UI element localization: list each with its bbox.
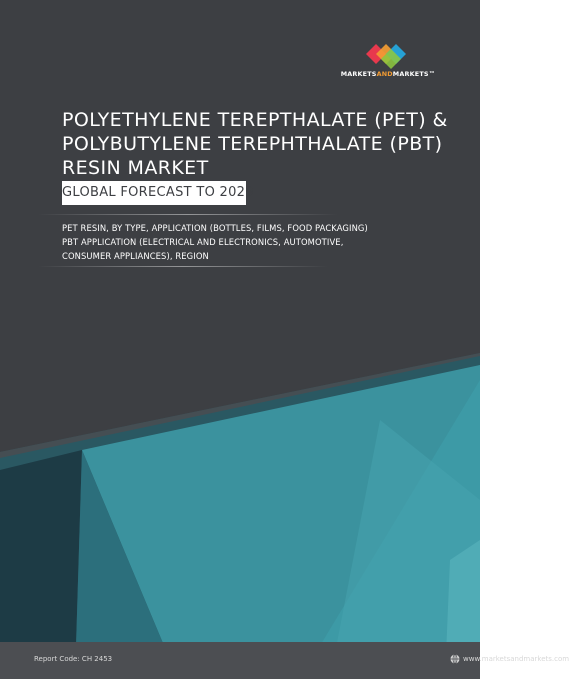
brand-trademark: ™ [428, 70, 436, 78]
scope-line-3: CONSUMER APPLIANCES), REGION [62, 251, 209, 261]
brand-name-prefix: MARKETS [340, 70, 377, 78]
title-line-3: RESIN MARKET [62, 157, 209, 179]
brand-name-and: AND [376, 70, 393, 78]
report-code: Report Code: CH 2453 [34, 655, 113, 663]
report-title [62, 108, 462, 180]
website-url[interactable]: www.marketsandmarkets.com [463, 655, 569, 663]
brand-wordmark [332, 70, 444, 78]
cover-footer [0, 642, 569, 679]
divider-top [38, 214, 338, 215]
scope-line-2: PBT APPLICATION (ELECTRICAL AND ELECTRONICS, AUTOMOTIVE, [62, 237, 344, 247]
report-scope-description [62, 221, 392, 263]
brand-logo [332, 40, 444, 80]
brand-name-suffix: MARKETS [392, 70, 429, 78]
globe-icon [450, 654, 460, 664]
title-line-1: POLYETHYLENE TEREPTHALATE (PET) & [62, 109, 448, 131]
scope-line-1: PET RESIN, BY TYPE, APPLICATION (BOTTLES, FILMS, FOOD PACKAGING) [62, 223, 368, 233]
title-line-2: POLYBUTYLENE TEREPHTHALATE (PBT) [62, 133, 443, 155]
divider-bottom [38, 266, 328, 267]
forecast-badge: GLOBAL FORECAST TO 2029 [62, 181, 246, 205]
logo-diamonds-icon [354, 40, 422, 68]
